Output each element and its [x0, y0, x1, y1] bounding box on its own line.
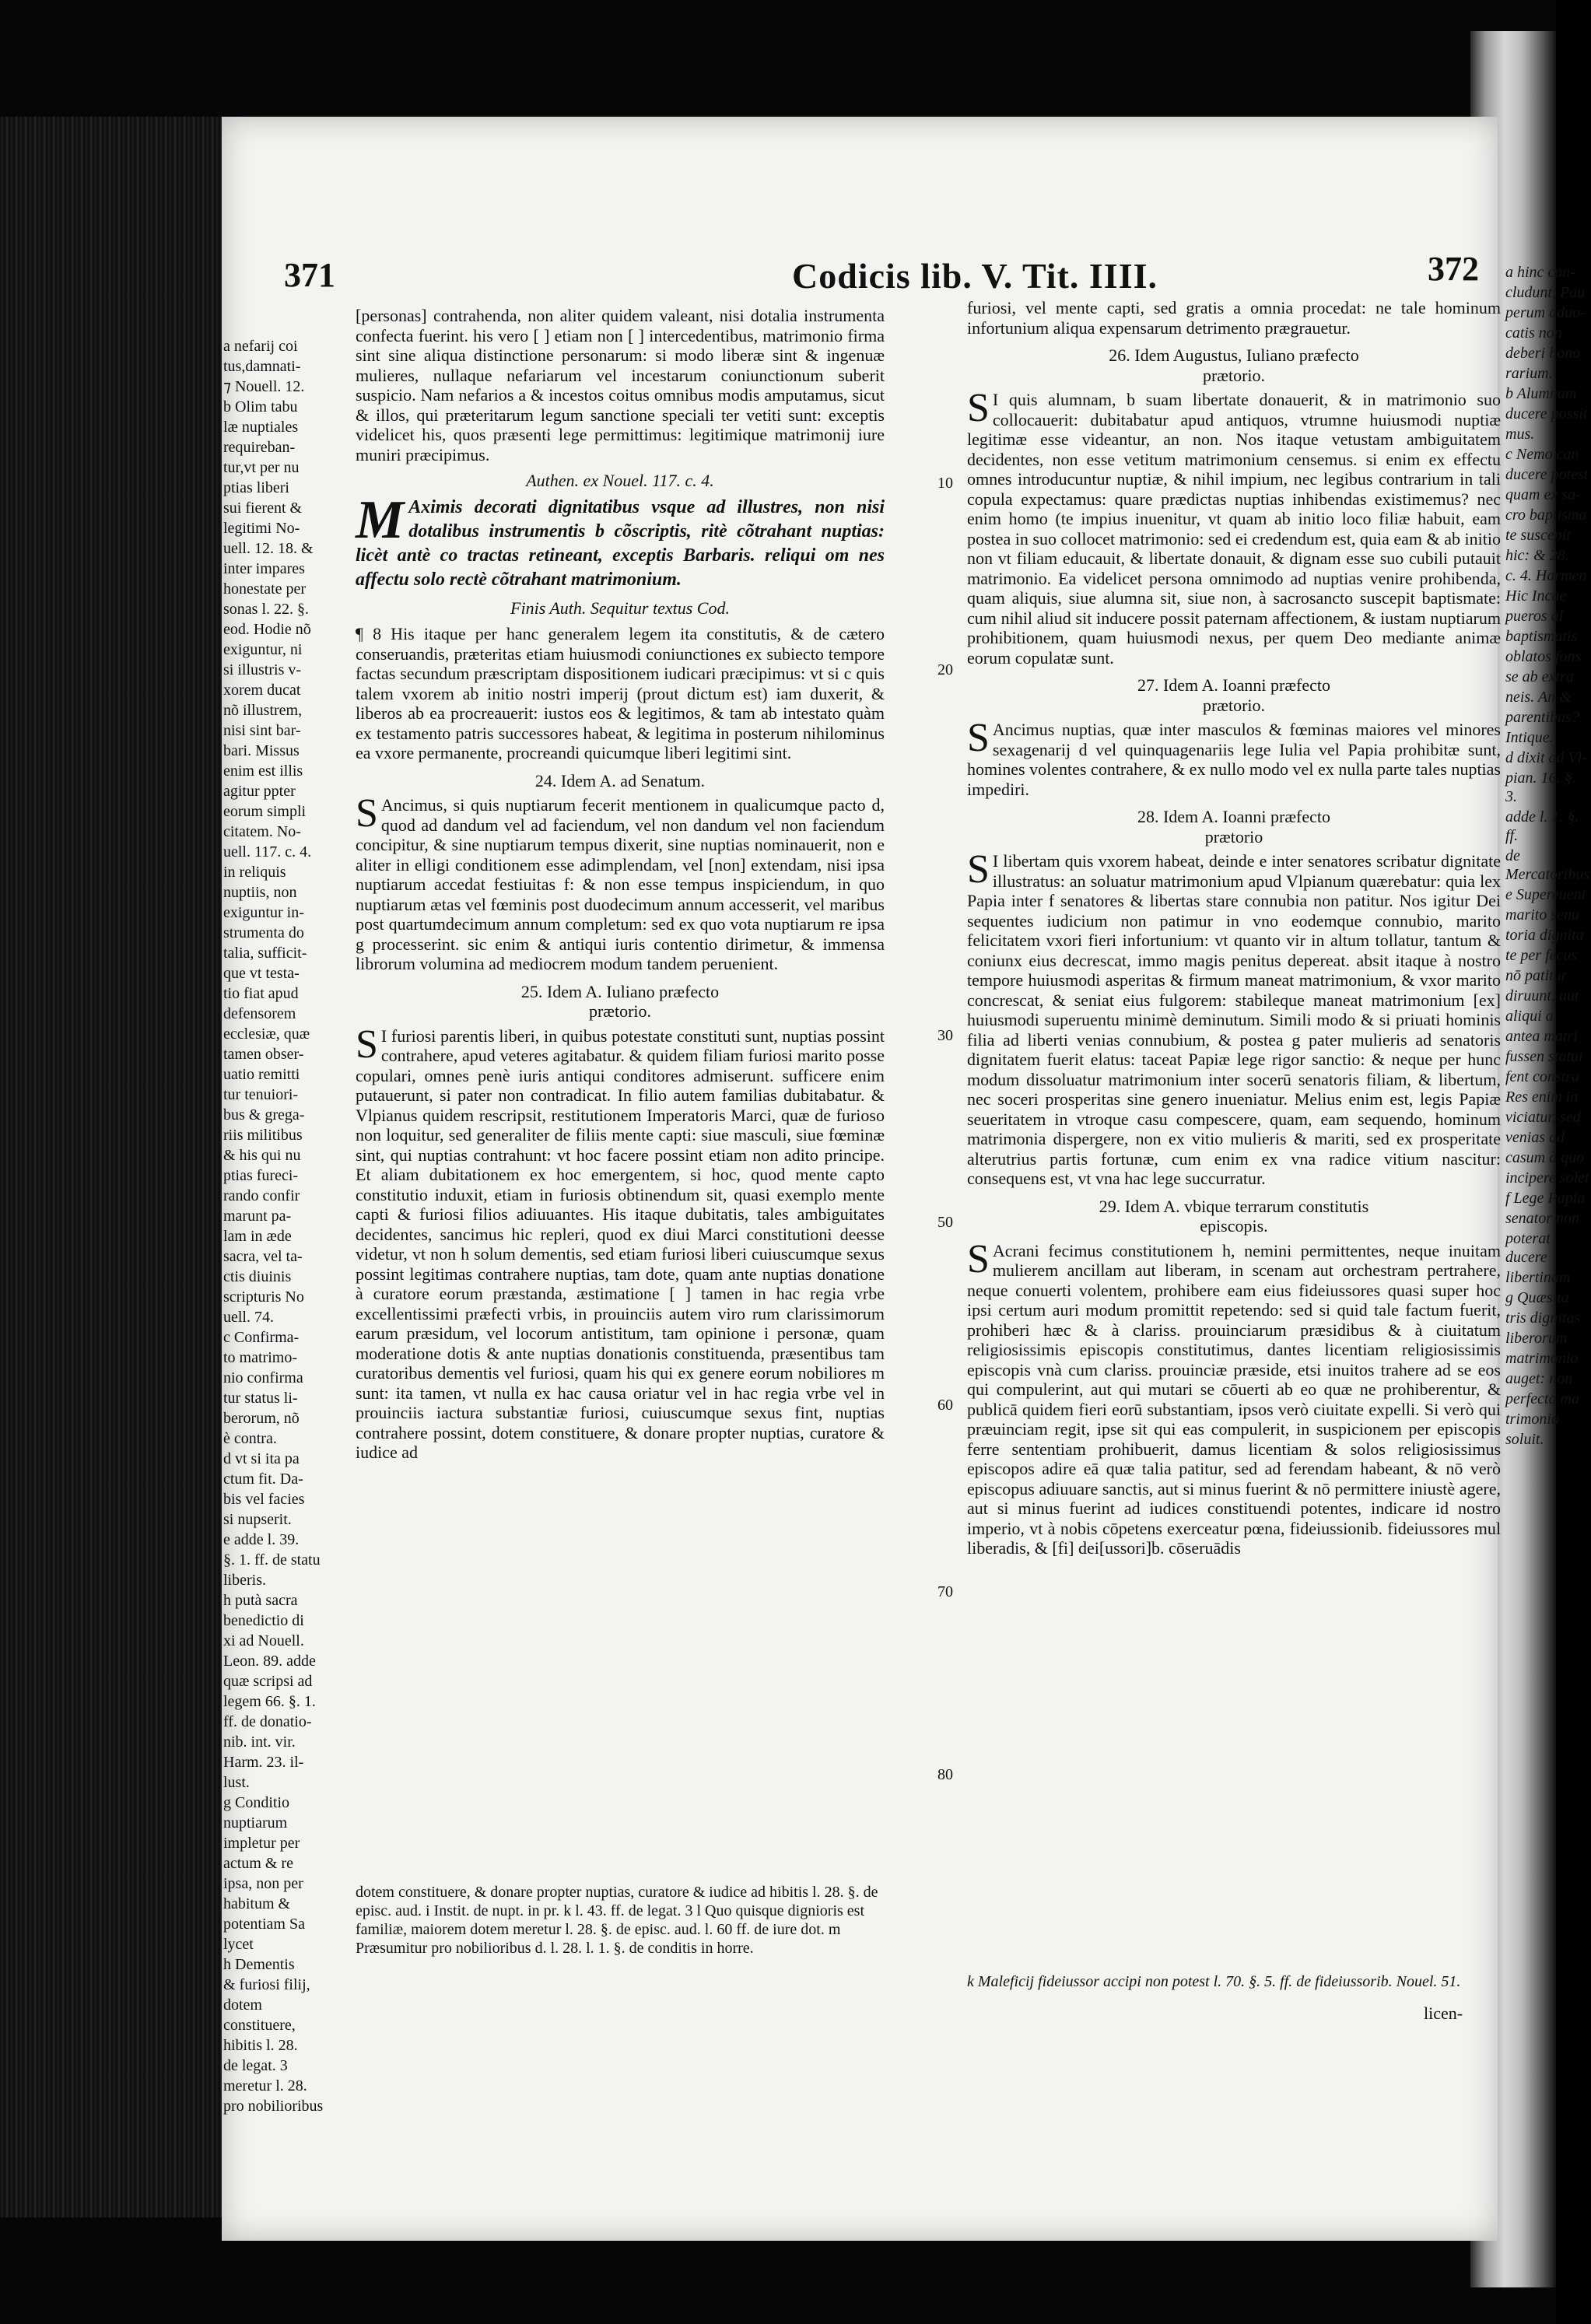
col2-paragraph: S Acrani fecimus constitutionem h, nemini permittentes, neque inuitam mulierem ancillam aut liberam, in scenam aut orchestram pertrahere, neque conuerti volentem, prohibere eam eius fideiussores quasi super hoc ipsi certum auri modum promittit repetendo: sed si quid tale factum fuerit, prohiberi hæc & à clariss. prouinciarum præsidibus & à ciuitatum religiosissimis episcopis constitutimus, dantes licentiam religiosissimis episcopis vnà cum clariss. prouinciæ præside, etsi inuitos trahere ad se eos qui compulerint, aut qui mutari se cōuerti ab eo quæ ne prohiberentur, & publicā quidem fieri eorū substantiam, ipsos verò ciuitate expelli. Si verò qui præuinciam regit, ipse sit qui eas compulerit, in suspicionem per episcopis ferre sententiam prohibuerit, damus licentiam & solos religiosissimus episcopos adire eā quæ talia patitur, sed ad ferendam habeant, & nō verò episcopus adiuuare sanctis, aut si minus fuerint & nō permittere iniustè agere, aut si minus fuerint ad iudices constituendi potentes, indicare id nostro imperio, vt à nobis cōpetens exerceatur pœna, fideiussionib. fideiussores mul liberadis, & [fi] dei[ussori]b. cōseruādis	[967, 1236, 1501, 1558]
margin-note-line: & furiosi filij,	[223, 1976, 310, 1993]
drop-cap: M	[356, 489, 405, 550]
margin-note-line: hibitis l. 28.	[223, 2037, 298, 2054]
book-page	[222, 117, 1590, 2241]
margin-note-line: antea matri	[1505, 1028, 1578, 1045]
margin-note-line: nõ illustrem,	[223, 702, 303, 719]
margin-note-line: incipere solet	[1505, 1169, 1589, 1187]
margin-note-line: marito sena	[1505, 906, 1579, 924]
margin-note-line: rarium.	[1505, 365, 1553, 382]
margin-note-line: strumenta do	[223, 924, 304, 941]
margin-note-line: parentibus?	[1505, 709, 1579, 726]
col2-paragraph: S I quis alumnam, b suam libertate donauerit, & in matrimonio suo collocauerit: dubitabatur apud antiquos, vtrumne huiusmodi nuptiæ legitimæ esse videantur, an non. Nos itaque vetustam ambiguitatem decidentes, non esse vetitum matrimonium censemus. si enim ex effectu omnes introducuntur nuptiæ, & nihil impium, nec legibus contrarium in tali copula expectamus: quare prædictas nuptias inhibendas existimemus? nec enim homo (te impius inuenitur, vt quam ab initio loco filiæ habuit, eam postea in suo collocet matrimonio: sed ei credendum est, quia eam & ab initio non vt filiam educauit, & libertate donauit, & dignam esse suo cubili putauit matrimonio. Ea videlicet persona omnimodo ad nuptias venire prohibenda, quam aliquis, siue alumna sit, siue non, à sacrosancto suscepit baptismate: cum nihil aliud sit inducere possit paternam affectionem, & iustam nuptiarum prohibitionem, quam huiusmodi nexus, per quem Deo mediante animæ eorum copulatæ sunt.	[967, 386, 1501, 668]
margin-note-line: uell. 12. 18. &	[223, 540, 314, 557]
margin-note-line: viciatur, sed	[1505, 1109, 1581, 1126]
margin-note-line: Hic Incae	[1505, 587, 1567, 605]
margin-note-line: toria dignita	[1505, 927, 1584, 944]
column-2	[967, 298, 1501, 1563]
authentic-reference: Authen. ex Nouel. 117. c. 4.	[526, 471, 714, 490]
column-1	[356, 306, 885, 1467]
margin-note-line: adde l. 1. §. ff.	[1505, 808, 1579, 844]
law-title-27: 27. Idem A. Ioanni præfecto prætorio.	[1137, 675, 1331, 715]
law-title-26: 26. Idem Augustus, Iuliano præfecto prætorio.	[1109, 345, 1359, 385]
margin-note-line: soluit.	[1505, 1431, 1544, 1448]
drop-cap: S	[356, 791, 378, 836]
margin-note-line: mus.	[1505, 426, 1535, 443]
margin-note-line: lam in æde	[223, 1228, 292, 1245]
col1-paragraph: S Ancimus, si quis nuptiarum fecerit mentionem in qualicumque pacto d, quod ad dandum vel ad faciendum, vel non dandum vel non faciendum concipitur, & sine nuptiarum tempus dixerit, sine nuptias nominauerit, non e aliter in elligi conditionem esse adimplendam, vel [non] extendam, nisi ipsa nuptiarum accedat festiuitas f: & non esse tempus inspiciendum, in quo nuptiarum ætas vel fœminis post duodecimum annum accesserit, vel maribus post quartumdecimum annum completum: sed ex quo vota nuptiarum re ipsa g processerint. sic enim & antiqui iuris contentio dirimetur, & immensa librorum volumina ad mediocrem modum tandem peruenient.	[356, 791, 885, 973]
margin-note-line: læ nuptiales	[223, 419, 299, 436]
margin-note-line: d dixit ad Vl-	[1505, 749, 1587, 766]
margin-note-line: te per fecus	[1505, 947, 1578, 964]
margin-note-line: riis militibus	[223, 1127, 303, 1144]
margin-note-line: uatio remitti	[223, 1066, 300, 1083]
margin-note-line: cro baptisma	[1505, 507, 1587, 524]
margin-note-line: diruunt, aut	[1505, 987, 1579, 1004]
margin-note-line: auget: non	[1505, 1370, 1573, 1387]
margin-note-line: c. 4. Harmen	[1505, 567, 1587, 584]
margin-note-line: catis non	[1505, 324, 1562, 342]
margin-note-line: nō patitur	[1505, 967, 1568, 984]
page-number-left: 371	[284, 256, 335, 294]
col1-paragraph: S I furiosi parentis liberi, in quibus potestate constituti sunt, nuptias possint contrahere, apud veteres agitabatur. & quidem filiam furiosi marito posse copulari, omnes penè iuris antiqui conditores admiserunt. sufficere enim putauerunt, si pater non contradicat. In filio autem familias dubitabatur. & Vlpianus quidem rescripsit, restitutionem Imperatoris Marci, quæ de furioso non loquitur, sed generaliter de filiis mente capti: siue masculi, siue fœminæ sint, qui nuptias contrahunt: vt hoc facere possint etiam non adito principe. Et aliam dubitationem ex hoc emergentem, si hoc, quod mente capto constitutio induxit, etiam in furiosis obtinendum sit, quasi exemplo mente capti & furiosi filios adiuuantes. His itaque dubitatis, tales ambiguitates decidentes, sancimus hic repleri, quod ex diui Marci constitutioni deesse videtur, vt non h solum dementis, sed etiam furiosi liberi cuiuscumque sexus possint legitimas contrahere nuptias, tam dote, quam ante nuptias donatione à curatore eorum præstanda, æstimatione [ ] tamen in hac regia vrbe excellentissimi præfecti vrbis, in prouinciis autem viro rum clarissimorum earum præsidum, vel locorum antistitum, tam opinione i personæ, quam moderatione dotis & ante nuptias donationis constituenda, præsentibus tam curatoribus dementis vel furiosi, quam his qui ex genere eorum nobiliores m sunt: ita tamen, vt nulla ex hac causa oriatur vel in hac regia vrbe vel in prouinciis iactura substantiæ furiosi, cuiuscumque sexus fint, nuptias contrahere possint, dotem constituere, & donare propter nuptias, curatore & iudice ad	[356, 1022, 885, 1462]
margin-note-line: te suscepit	[1505, 527, 1571, 544]
margin-note-line: meretur l. 28.	[223, 2077, 307, 2094]
margin-note-line: h Dementis	[223, 1956, 295, 1973]
right-margin-notes	[1505, 263, 1591, 1450]
margin-note-line: h putà sacra	[223, 1592, 298, 1609]
law-title-29: 29. Idem A. vbique terrarum constitutis episcopis.	[1099, 1196, 1369, 1236]
margin-note-line: tur tenuiori-	[223, 1086, 299, 1103]
margin-note-line: & his qui nu	[223, 1147, 301, 1164]
margin-note-line: ducere possit	[1505, 405, 1588, 422]
line-number: 70	[937, 1583, 953, 1600]
margin-note-line: §. 1. ff. de statu	[223, 1551, 321, 1569]
margin-note-line: pian. 16. §. 3.	[1505, 769, 1576, 805]
margin-note-line: dotem	[223, 1996, 262, 2014]
margin-note-line: citatem. No-	[223, 823, 301, 840]
margin-note-line: berorum, nõ	[223, 1410, 300, 1427]
line-number: 30	[937, 1027, 953, 1044]
margin-note-line: to matrimo-	[223, 1349, 297, 1366]
drop-cap: S	[967, 386, 990, 430]
drop-cap: S	[356, 1022, 378, 1067]
margin-note-line: legem 66. §. 1.	[223, 1693, 316, 1710]
law-title-24: 24. Idem A. ad Senatum.	[534, 770, 706, 790]
line-number: 80	[937, 1766, 953, 1783]
margin-note-line: Leon. 89. adde	[223, 1653, 316, 1670]
margin-note-line: tur,vt per nu	[223, 459, 300, 476]
margin-note-line: Res enim in	[1505, 1088, 1579, 1106]
line-number: 20	[937, 661, 953, 678]
margin-note-line: xi ad Nouell.	[223, 1632, 304, 1649]
col2-paragraph: S I libertam quis vxorem habeat, deinde e inter senatores scribatur dignitate illustratus: an soluatur matrimonium apud Vlpianum quærebatur: quia lex Papia inter f senatores & libertas stare connubia non patitur. Nos igitur Dei sequentes iudicium non patimur in vno eodemque connubio, marito felicitatem vxori fieri infortunium: vt quanto vir in altum tollatur, tantum & coniunx eius decrescat, immo magis penitus depereat. absit itaque à nostro tempore huiusmodi asperitas & firmum maneat matrimonium, & vxor marito concrescat, & seniat eius fulgorem: stabileque maneat matrimonium [ex] huiusmodi superuentu minimè deminutum. Simili modo & si priuati hominis filia ad liberti venias connubium, & postea g pater mulieris ad senatoris dignitatem fuerit elatus: taceat Papiæ lege rigor sanctio: & neque per hunc modum dissoluatur matrimonium inter socerū senatoris filiam, & libertum, nec soceri prosperitas sine genero inueniatur. Melius enim est, legis Papiæ seueritatem in vtroque casu compescere, quam, eam sequendo, hominum matrimonia dispergere, non ex vitio mulieris & mariti, sed ex prosperitate alterutrius partis fortunæ, cum enim ex vna radice vitium nascitur: consequens est, vt vna hac lege succurratur.	[967, 847, 1501, 1188]
margin-note-line: defensorem	[223, 1005, 296, 1022]
margin-note-line: de legat. 3	[223, 2057, 288, 2074]
margin-note-line: e Supereueni	[1505, 886, 1586, 903]
margin-note-line: cludunt, Pau	[1505, 284, 1586, 301]
authentic-text: M Aximis decorati dignitatibus vsque ad illustres, non nisi dotalibus instrumentis b cõscriptis, ritè cõtrahant nuptias: licèt antè co tractas retineant, exceptis Barbaris. reliqui om nes affectu solo rectè cõtrahant matrimonium.	[356, 489, 885, 590]
margin-note-line: honestate per	[223, 580, 307, 598]
margin-note-line: casum à quo	[1505, 1149, 1585, 1166]
col2-paragraph: furiosi, vel mente capti, sed gratis a omnia procedat: ne tale hominum infortunium aliqua expensarum detrimento prægrauetur.	[967, 298, 1501, 338]
margin-note-line: matrimonio	[1505, 1350, 1579, 1367]
margin-note-line: requireban-	[223, 439, 296, 456]
margin-note-line: ipsa, non per	[223, 1875, 303, 1892]
margin-note-line: senator non	[1505, 1210, 1579, 1227]
footnotes-right: k Maleficij fideiussor accipi non potest l. 70. §. 5. ff. de fideiussorib. Nouel. 51.	[967, 1973, 1461, 1990]
margin-note-line: tris dignitas	[1505, 1309, 1581, 1327]
margin-note-line: tio fiat apud	[223, 985, 299, 1002]
law-title-25: 25. Idem A. Iuliano præfecto prætorio.	[520, 981, 720, 1021]
margin-note-line: nuptiis, non	[223, 884, 297, 901]
margin-note-line: rando confir	[223, 1187, 300, 1204]
margin-note-line: Harm. 23. il-	[223, 1754, 304, 1771]
margin-note-line: talia, sufficit-	[223, 945, 307, 962]
margin-note-line: bis vel facies	[223, 1491, 305, 1508]
margin-note-line: pueros al	[1505, 608, 1564, 625]
line-number: 10	[937, 475, 953, 492]
margin-note-line: e adde l. 39.	[223, 1531, 300, 1548]
margin-note-line: nuptiarum	[223, 1814, 288, 1832]
margin-note-line: actum & re	[223, 1855, 293, 1872]
margin-note-line: eod. Hodie nõ	[223, 621, 311, 638]
margin-note-line: xorem ducat	[223, 682, 301, 699]
margin-note-line: pro nobilioribus	[223, 2098, 324, 2115]
margin-note-line: bari. Missus	[223, 742, 300, 759]
margin-note-line: Intique.	[1505, 729, 1554, 746]
margin-note-line: liberis.	[223, 1572, 266, 1589]
margin-note-line: quæ scripsi ad	[223, 1673, 313, 1690]
margin-note-line: poterat ducere	[1505, 1230, 1551, 1266]
margin-note-line: è contra.	[223, 1430, 277, 1447]
margin-note-line: g Conditio	[223, 1794, 290, 1811]
margin-note-line: ff. de donatio-	[223, 1713, 312, 1730]
margin-note-line: enim est illis	[223, 762, 303, 780]
running-title: Codicis lib. V. Tit. IIII.	[792, 256, 1158, 296]
margin-note-line: que vt testa-	[223, 965, 300, 982]
margin-note-line: fussen statui	[1505, 1048, 1583, 1065]
margin-note-line: inter impares	[223, 560, 305, 577]
margin-note-line: neis. An &	[1505, 689, 1572, 706]
margin-note-line: sacra, vel ta-	[223, 1248, 303, 1265]
margin-note-line: lust.	[223, 1774, 250, 1791]
finis-note: Finis Auth. Sequitur textus Cod.	[510, 598, 730, 618]
margin-note-line: scripturis No	[223, 1288, 304, 1306]
margin-note-line: deberi hono	[1505, 345, 1581, 362]
margin-note-line: bus & grega-	[223, 1106, 305, 1123]
col1-paragraph: ¶ 8 His itaque per hanc generalem legem ita constitutis, & de cætero conseruandis, præteritas etiam huiusmodi coniunctiones ex subiecto tempore factas secundum præscriptam dispositionem iudicari præcipimus: vt si c quis talem vxorem ab initio nostri imperij (prout dictum est) iam duxerit, & liberos ab ea procreauerit: iustos eos & legitimos, & tam ab intestato quàm ex testamento patris successores habeat, & legitima in posterum nihilominus ea vxore permanente, procreandi quicumque liberi legitimi sint.	[356, 624, 885, 762]
margin-note-line: tamen obser-	[223, 1046, 304, 1063]
margin-note-line: fent constra	[1505, 1068, 1579, 1085]
margin-note-line: perfecta ma	[1505, 1390, 1579, 1407]
margin-note-line: ducere potest	[1505, 466, 1589, 483]
margin-note-line: eorum simpli	[223, 803, 307, 820]
margin-note-line: lycet	[223, 1936, 254, 1953]
margin-note-line: ctum fit. Da-	[223, 1470, 303, 1488]
margin-note-line: g Quæsita	[1505, 1289, 1569, 1306]
margin-note-line: de Mercatoribus	[1505, 847, 1590, 883]
margin-note-line: baptismatis	[1505, 628, 1578, 645]
margin-note-line: exiguntur, ni	[223, 641, 303, 658]
law-title-28: 28. Idem A. Ioanni præfecto prætorio	[1137, 807, 1331, 847]
margin-note-line: ecclesiæ, quæ	[223, 1025, 310, 1043]
margin-note-line: liberorum	[1505, 1330, 1568, 1347]
margin-note-line: tur status li-	[223, 1390, 298, 1407]
margin-note-line: tus,damnati-	[223, 358, 301, 375]
margin-note-line: sui fierent &	[223, 500, 303, 517]
margin-note-line: hic: & 28.	[1505, 547, 1569, 564]
drop-cap: S	[967, 847, 990, 892]
margin-note-line: agitur ppter	[223, 783, 296, 800]
margin-note-line: benedictio di	[223, 1612, 304, 1629]
margin-note-line: c Confirma-	[223, 1329, 300, 1346]
margin-note-line: sonas l. 22. §.	[223, 601, 309, 618]
margin-note-line: b Olim tabu	[223, 398, 298, 415]
book-page-edges	[0, 117, 226, 2217]
page-number-right: 372	[1428, 250, 1479, 288]
margin-note-line: b Alumnam	[1505, 385, 1577, 402]
line-number: 60	[937, 1397, 953, 1414]
margin-note-line: potentiam Sa	[223, 1916, 305, 1933]
footnotes-left: dotem constituere, & donare propter nuptias, curatore & iudice ad hibitis l. 28. §. de episc. aud. i Instit. de nupt. in pr. k l. 43. ff. de legat. 3 l Quo quisque dignioris est familiæ, maiorem dotem meretur l. 28. §. de episc. aud. l. 60 ff. de iure dot. m Præsumitur pro nobilioribus d. l. 28. l. 1. §. de conditis in horre.	[356, 1884, 878, 1957]
margin-note-line: habitum &	[223, 1895, 291, 1912]
margin-note-line: trimonia	[1505, 1411, 1559, 1428]
margin-note-line: ptias liberi	[223, 479, 289, 496]
margin-note-line: oblatos fons	[1505, 648, 1582, 665]
margin-note-line: nib. int. vir.	[223, 1733, 296, 1751]
margin-note-line: aliqui a	[1505, 1008, 1554, 1025]
margin-note-line: a nefarij coi	[223, 338, 298, 355]
drop-cap: S	[967, 1236, 990, 1281]
margin-note-line: ⁊ Nouell. 12.	[223, 378, 305, 395]
margin-note-line: exiguntur in-	[223, 904, 304, 921]
margin-note-line: f Lege Papia	[1505, 1190, 1586, 1207]
margin-note-line: quam ex sa-	[1505, 486, 1581, 503]
margin-note-line: ptias fureci-	[223, 1167, 299, 1184]
line-number: 50	[937, 1214, 953, 1231]
catchword: licen-	[1424, 2003, 1463, 2023]
col1-paragraph: [personas] contrahenda, non aliter quidem valeant, nisi dotalia instrumenta confecta fuerint. his vero [ ] etiam non [ ] intercedentibus, matrimonio firma sint sine aliqua distinctione personarum: si modo liberæ sint & ingenuæ mulieres, nullaque nefariarum vel incestarum coniunctionum suberit suspicio. Nam nefarios a & incestos coitus omnibus modis amputamus, sicut & illos, qui præteritarum legum sanctione speciali ter vetiti sunt: exceptis videlicet his, quos præsenti lege permittimus: legitimique matrimonij iure muniri præcipimus.	[356, 306, 885, 464]
margin-note-line: c Nemo can	[1505, 446, 1579, 463]
margin-note-line: ctis diuinis	[223, 1268, 292, 1285]
margin-note-line: nisi sint bar-	[223, 722, 301, 739]
margin-note-line: uell. 74.	[223, 1309, 274, 1326]
left-margin-notes	[223, 337, 349, 2117]
drop-cap: S	[967, 716, 990, 760]
margin-note-line: si illustris v-	[223, 661, 302, 678]
margin-note-line: uell. 117. c. 4.	[223, 843, 312, 861]
margin-note-line: venias ad	[1505, 1129, 1565, 1146]
margin-note-line: legitimi No-	[223, 520, 300, 537]
margin-note-line: constituere,	[223, 2017, 296, 2034]
margin-note-line: se ab extra	[1505, 668, 1574, 685]
margin-note-line: in reliquis	[223, 864, 286, 881]
margin-note-line: d vt si ita pa	[223, 1450, 300, 1467]
margin-note-line: nio confirma	[223, 1369, 303, 1386]
margin-note-line: marunt pa-	[223, 1208, 292, 1225]
margin-note-line: impletur per	[223, 1835, 300, 1852]
margin-note-line: a hinc con-	[1505, 264, 1575, 281]
margin-note-line: perum aduo-	[1505, 304, 1586, 321]
margin-note-line: si nupserit.	[223, 1511, 292, 1528]
margin-note-line: libertinam	[1505, 1269, 1571, 1286]
col2-paragraph: S Ancimus nuptias, quæ inter masculos & fœminas maiores vel minores sexagenarij d vel quinquagenariis lege Iulia vel Papia prohibitæ sunt, homines volentes contrahere, & ex nullo modo vel ex nulla parte tales nuptias impediri.	[967, 716, 1501, 799]
